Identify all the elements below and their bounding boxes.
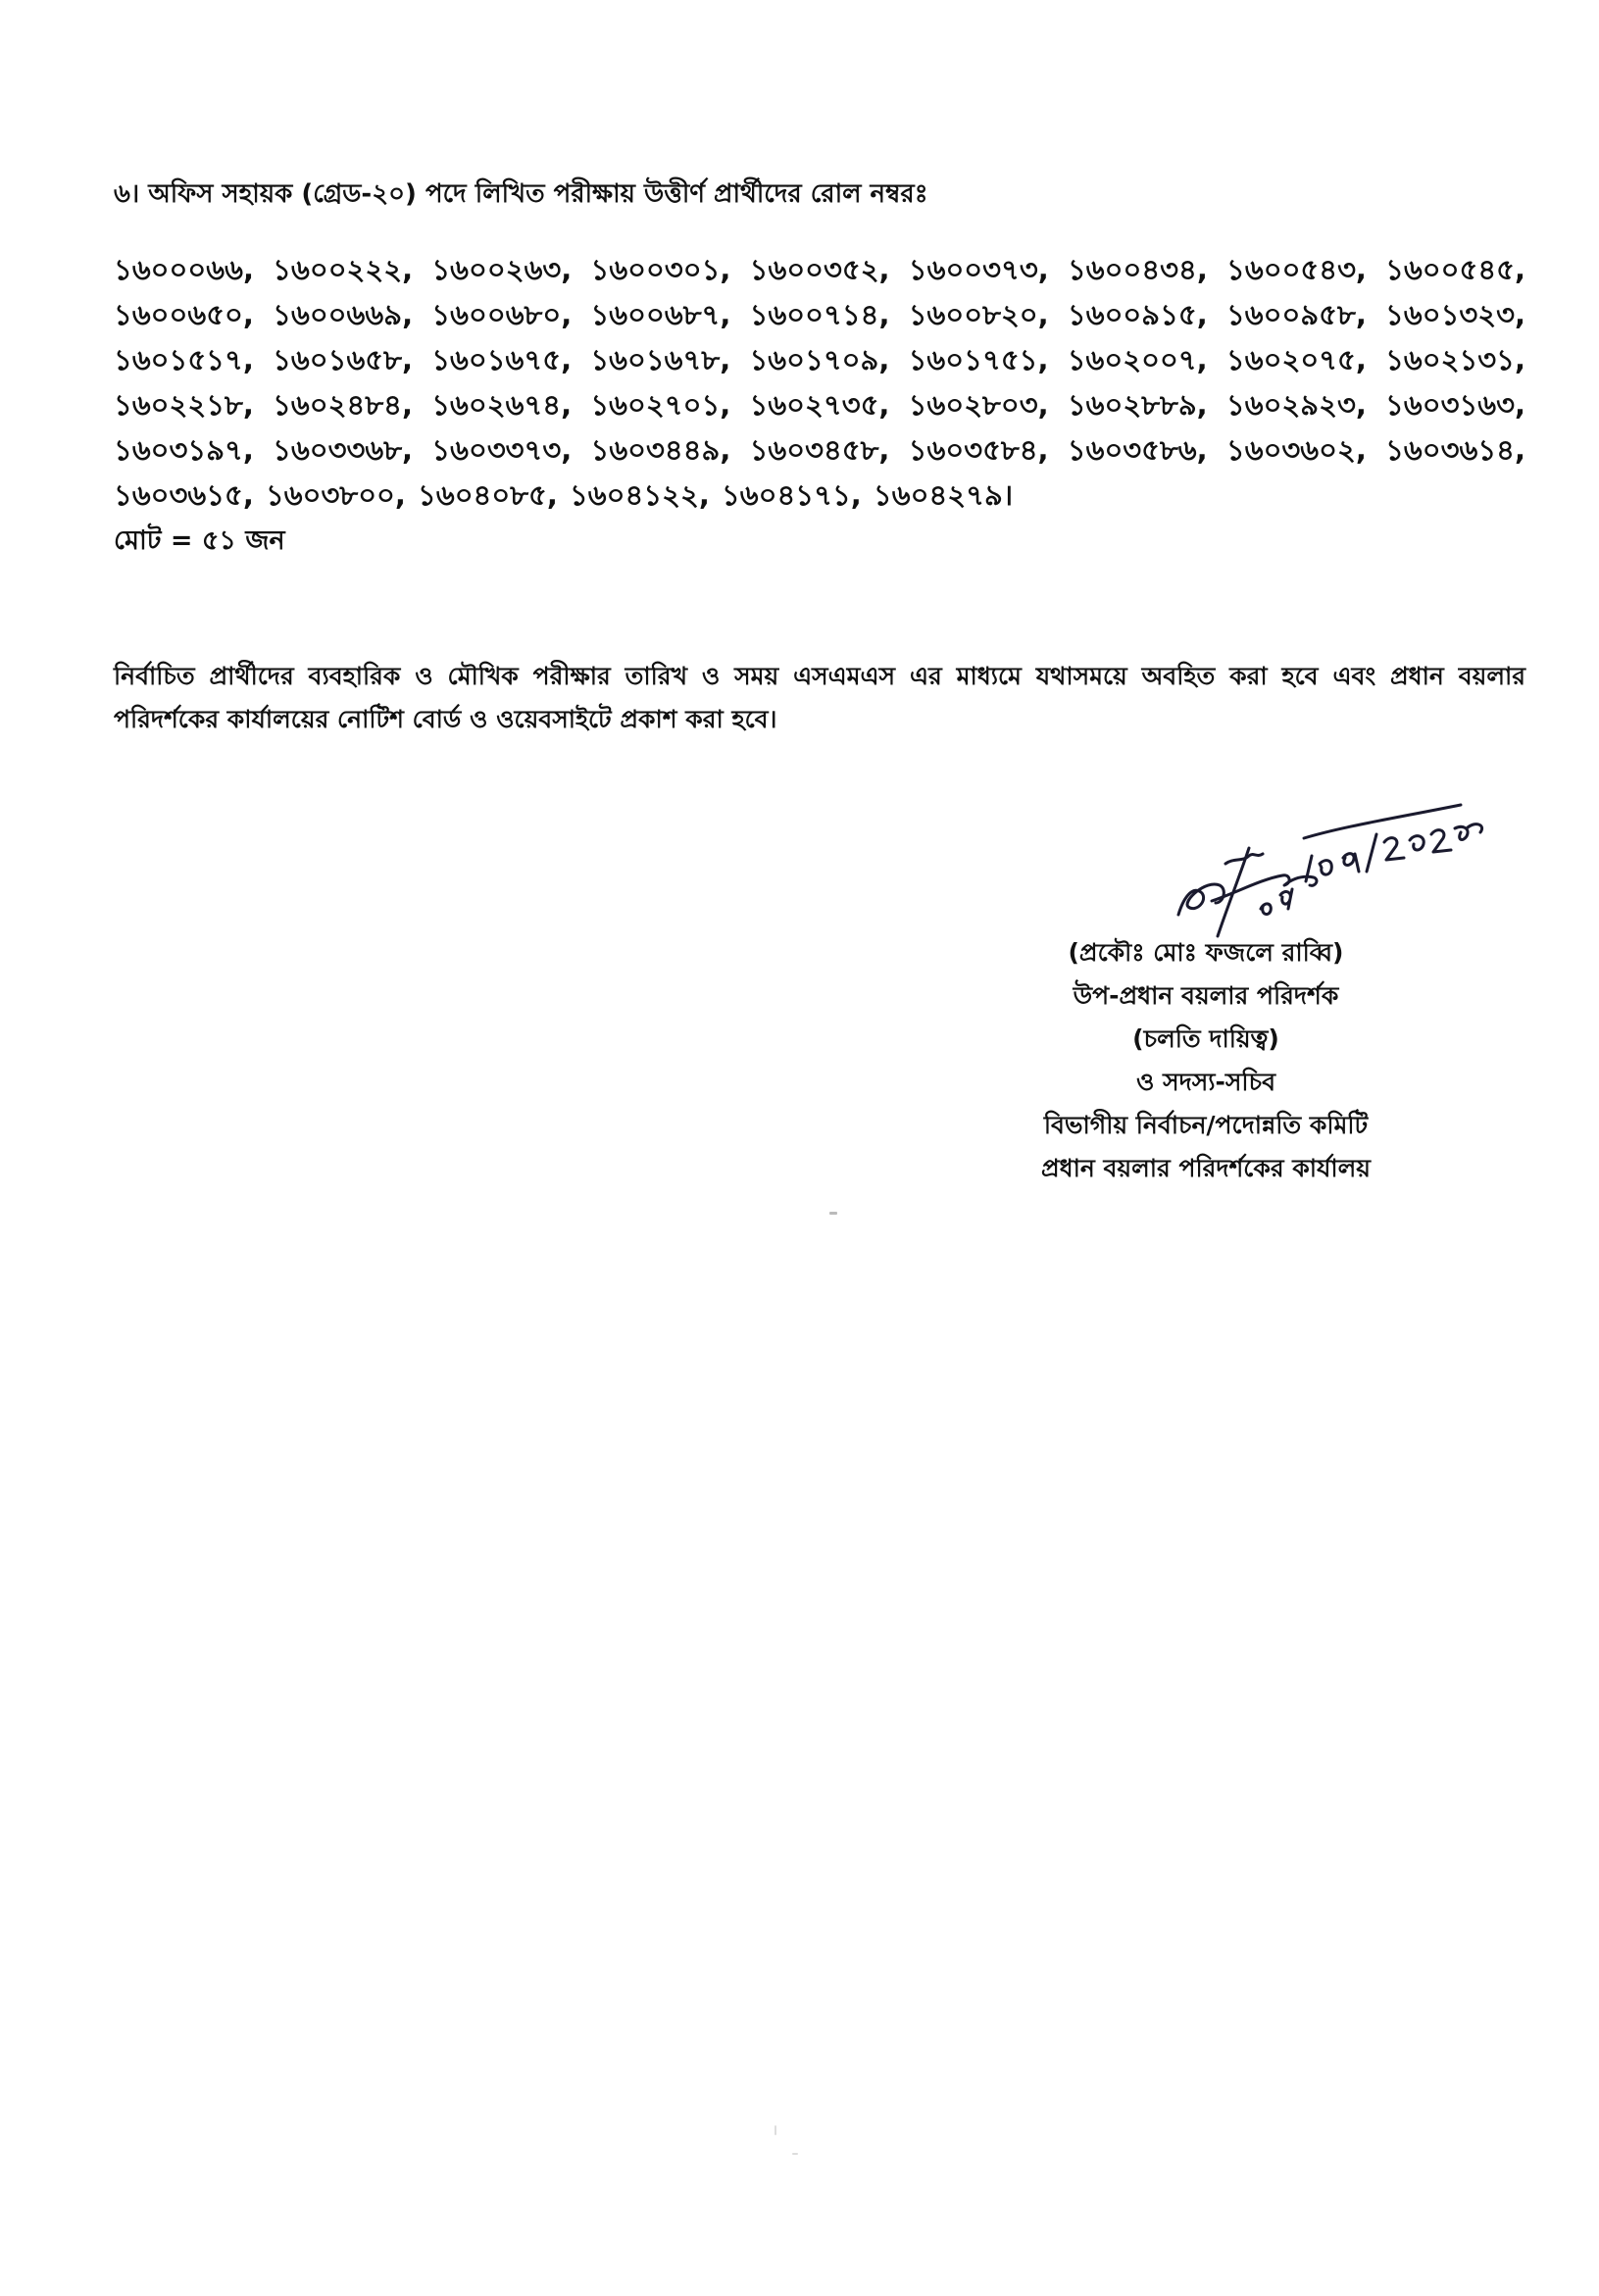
scan-speck [829,1212,837,1215]
handwritten-signature [1167,799,1500,946]
signatory-role: ও সদস্য-সচিব [1136,1068,1275,1096]
signatory-charge: (চলতি দায়িত্ব) [1132,1024,1279,1053]
signatory-committee: বিভাগীয় নির্বাচন/পদোন্নতি কমিটি [1043,1111,1369,1139]
signatory-designation: উপ-প্রধান বয়লার পরিদর্শক [1073,981,1339,1010]
signatory-office: প্রধান বয়লার পরিদর্শকের কার্যালয় [1040,1154,1372,1182]
scan-speck [775,2125,776,2135]
section-heading: ৬। অফিস সহায়ক (গ্রেড-২০) পদে লিখিত পরীক্ষায় উত্তীর্ণ প্রার্থীদের রোল নম্বরঃ [114,179,928,209]
notice-paragraph: নির্বাচিত প্রার্থীদের ব্যবহারিক ও মৌখিক পরীক্ষার তারিখ ও সময় এসএমএস এর মাধ্যমে যথাসময়ে অবহিত করা হবে এবং প্রধান বয়লার পরিদর্শকের কার্যালয়ের নোটিশ বোর্ড ও ওয়েবসাইটে প্রকাশ করা হবে। [114,662,1525,733]
roll-number-list: ১৬০০০৬৬, ১৬০০২২২, ১৬০০২৬৩, ১৬০০৩০১, ১৬০০৩৫২, ১৬০০৩৭৩, ১৬০০৪৩৪, ১৬০০৫৪৩, ১৬০০৫৪৫, ১৬০০৬৫০, ১৬০০৬৬৯, ১৬০০৬৮০, ১৬০০৬৮৭, ১৬০০৭১৪, ১৬০০৮২০, ১৬০০৯১৫, ১৬০০৯৫৮, ১৬০১৩২৩, ১৬০১৫১৭, ১৬০১৬৫৮, ১৬০১৬৭৫, ১৬০১৬৭৮, ১৬০১৭০৯, ১৬০১৭৫১, ১৬০২০০৭, ১৬০২০৭৫, ১৬০২১৩১, ১৬০২২১৮, ১৬০২৪৮৪, ১৬০২৬৭৪, ১৬০২৭০১, ১৬০২৭৩৫, ১৬০২৮০৩, ১৬০২৮৮৯, ১৬০২৯২৩, ১৬০৩১৬৩, ১৬০৩১৯৭, ১৬০৩৩৬৮, ১৬০৩৩৭৩, ১৬০৩৪৪৯, ১৬০৩৪৫৮, ১৬০৩৫৮৪, ১৬০৩৫৮৬, ১৬০৩৬০২, ১৬০৩৬১৪, ১৬০৩৬১৫, ১৬০৩৮০০, ১৬০৪০৮৫, ১৬০৪১২২, ১৬০৪১৭১, ১৬০৪২৭৯। [114,253,1525,512]
signatory-name: (প্রকৌঃ মোঃ ফজলে রাব্বি) [1068,938,1344,967]
signature-block [980,931,1431,1190]
scan-speck [792,2153,798,2155]
total-count: মোট = ৫১ জন [114,525,285,556]
